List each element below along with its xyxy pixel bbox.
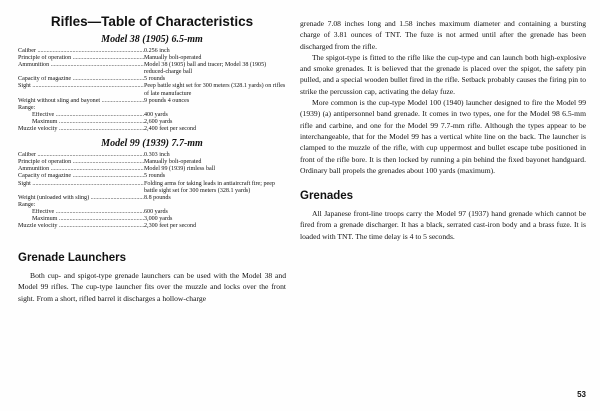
grenade-launchers-heading: Grenade Launchers — [18, 252, 127, 265]
model38-spec-table — [18, 48, 286, 133]
spec-value: 8.8 pounds — [144, 194, 171, 201]
spec-row — [18, 83, 286, 97]
grenades-paragraph: All Japanese front-line troops carry the Model 97 (1937) hand grenade which cannot be fired from a grenade discharger. It has a black, serrated cast-iron body and a brass fuze. It is loaded with TNT. The time delay is 4 to 5 seconds. — [300, 209, 586, 241]
spec-label: Weight without sling and bayonet ..... — [18, 98, 144, 105]
spec-label: Effective ..... — [18, 209, 144, 216]
spec-label: Muzzle velocity ..... — [18, 223, 144, 230]
spec-row — [18, 181, 286, 195]
spec-row — [18, 62, 286, 76]
spec-row — [18, 173, 286, 180]
spec-row — [18, 152, 286, 159]
spec-label: Effective ..... — [18, 112, 144, 119]
spec-row — [18, 202, 286, 209]
body-paragraph: grenade 7.08 inches long and 1.58 inches maximum diameter and containing a bursting charge of 3.81 ounces of TNT. The fuze is not armed until after the grenade has been discharged from the rifle. — [300, 19, 586, 51]
left-column — [18, 14, 286, 304]
table-title: Rifles—Table of Characteristics — [50, 14, 254, 29]
spec-value: 5 rounds — [144, 173, 166, 180]
grenade-launchers-paragraph: Both cup- and spigot-type grenade launchers can be used with the Model 38 and Model 99 rifles. The cup-type launcher fits over the muzzle and locks over the front sight. From a short, rifled barrel it discharges a hollow-charge — [18, 271, 286, 303]
body-paragraph: More common is the cup-type Model 100 (1940) launcher designed to fire the Model 99 (1939) (a) antipersonnel band grenade. It comes in two types, one for the Model 98 6.5-mm rifle and carbine, and one for the Model 99 7.7-mm rifle. Although the types appear to be interchangeable, that for the Model 99 has a vertical white line on the back. The launcher is clamped to the muzzle of the rifle, with cup uppermost and bullet escape tube positioned in front of the rifle bore. It is then locked by running a pin behind the fixed bayonet handguard. Ordinary ball propels the grenades about 100 yards (maximum). — [300, 98, 586, 175]
spec-label: Weight (unloaded with sling) ..... — [18, 195, 144, 202]
spec-label: Ammunition ..... — [18, 62, 144, 76]
model99-heading: Model 99 (1939) 7.7-mm — [101, 138, 203, 150]
spec-row — [18, 209, 286, 216]
spec-label: Range: — [18, 104, 36, 111]
spec-row — [18, 105, 286, 112]
spec-value — [144, 202, 286, 209]
body-paragraph: The spigot-type is fitted to the rifle like the cup-type and can launch both high-explosive and smoke grenades. It is believed that the grenade is placed over the spigot, the safety pin pulled, and a special wooden bullet fired in the rifle. Setback probably causes the firing pin to strike the percussion cap, activating the delay fuze. — [300, 52, 586, 96]
spec-label: Muzzle velocity ..... — [18, 126, 144, 133]
spec-row — [18, 195, 286, 202]
spec-value: 400 yards — [144, 111, 168, 118]
spec-value: 2,300 feet per second — [144, 223, 197, 230]
spec-value: 0.256 inch — [144, 48, 170, 54]
spec-row — [18, 98, 286, 105]
spec-value: Model 99 (1939) rimless ball — [144, 166, 216, 173]
spec-value: 0.303 inch — [144, 152, 170, 159]
spec-row — [18, 166, 286, 173]
spec-row — [18, 223, 286, 230]
model99-spec-table — [18, 152, 286, 230]
spec-value — [144, 105, 286, 112]
grenades-heading: Grenades — [300, 190, 354, 203]
spec-label: Maximum ..... — [18, 216, 144, 223]
spec-value: Peep battle sight set for 300 meters (328.1 yards) on rifles of late manufacture — [144, 83, 286, 97]
spec-row — [18, 112, 286, 119]
spec-value: 600 yards — [144, 208, 168, 215]
page-number: 53 — [577, 390, 586, 399]
spec-value: 2,600 yards — [144, 118, 173, 125]
spec-value: Folding arms for taking leads in antiaircraft fire; peep battle sight set for 300 meters (328.1 yards) — [144, 180, 275, 194]
spec-label: Caliber ..... — [18, 152, 144, 159]
spec-label: Capacity of magazine ..... — [18, 76, 144, 83]
spec-value: 5 rounds — [144, 76, 166, 83]
spec-row — [18, 119, 286, 126]
right-paragraphs — [300, 18, 586, 176]
spec-row — [18, 48, 286, 55]
spec-label: Range: — [18, 201, 36, 208]
spec-value: 2,400 feet per second — [144, 126, 197, 133]
spec-label: Sight ..... — [18, 83, 144, 97]
spec-label: Caliber ..... — [18, 48, 144, 55]
spec-value: Manually bolt-operated — [144, 159, 202, 166]
spec-label: Principle of operation ..... — [18, 55, 144, 62]
spec-label: Principle of operation ..... — [18, 159, 144, 166]
spec-value: Manually bolt-operated — [144, 55, 202, 62]
spec-row — [18, 126, 286, 133]
spec-label: Ammunition ..... — [18, 166, 144, 173]
spec-value: 3,000 yards — [144, 215, 173, 222]
spec-value: Model 38 (1905) ball and tracer; Model 38 (1905) reduced-charge ball — [144, 62, 267, 76]
spec-label: Sight ..... — [18, 181, 144, 195]
right-column — [300, 18, 586, 242]
spec-row — [18, 216, 286, 223]
spec-value: 9 pounds 4 ounces — [144, 97, 190, 104]
spec-label: Capacity of magazine ..... — [18, 173, 144, 180]
model38-heading: Model 38 (1905) 6.5-mm — [101, 34, 203, 45]
spec-label: Maximum ..... — [18, 119, 144, 126]
